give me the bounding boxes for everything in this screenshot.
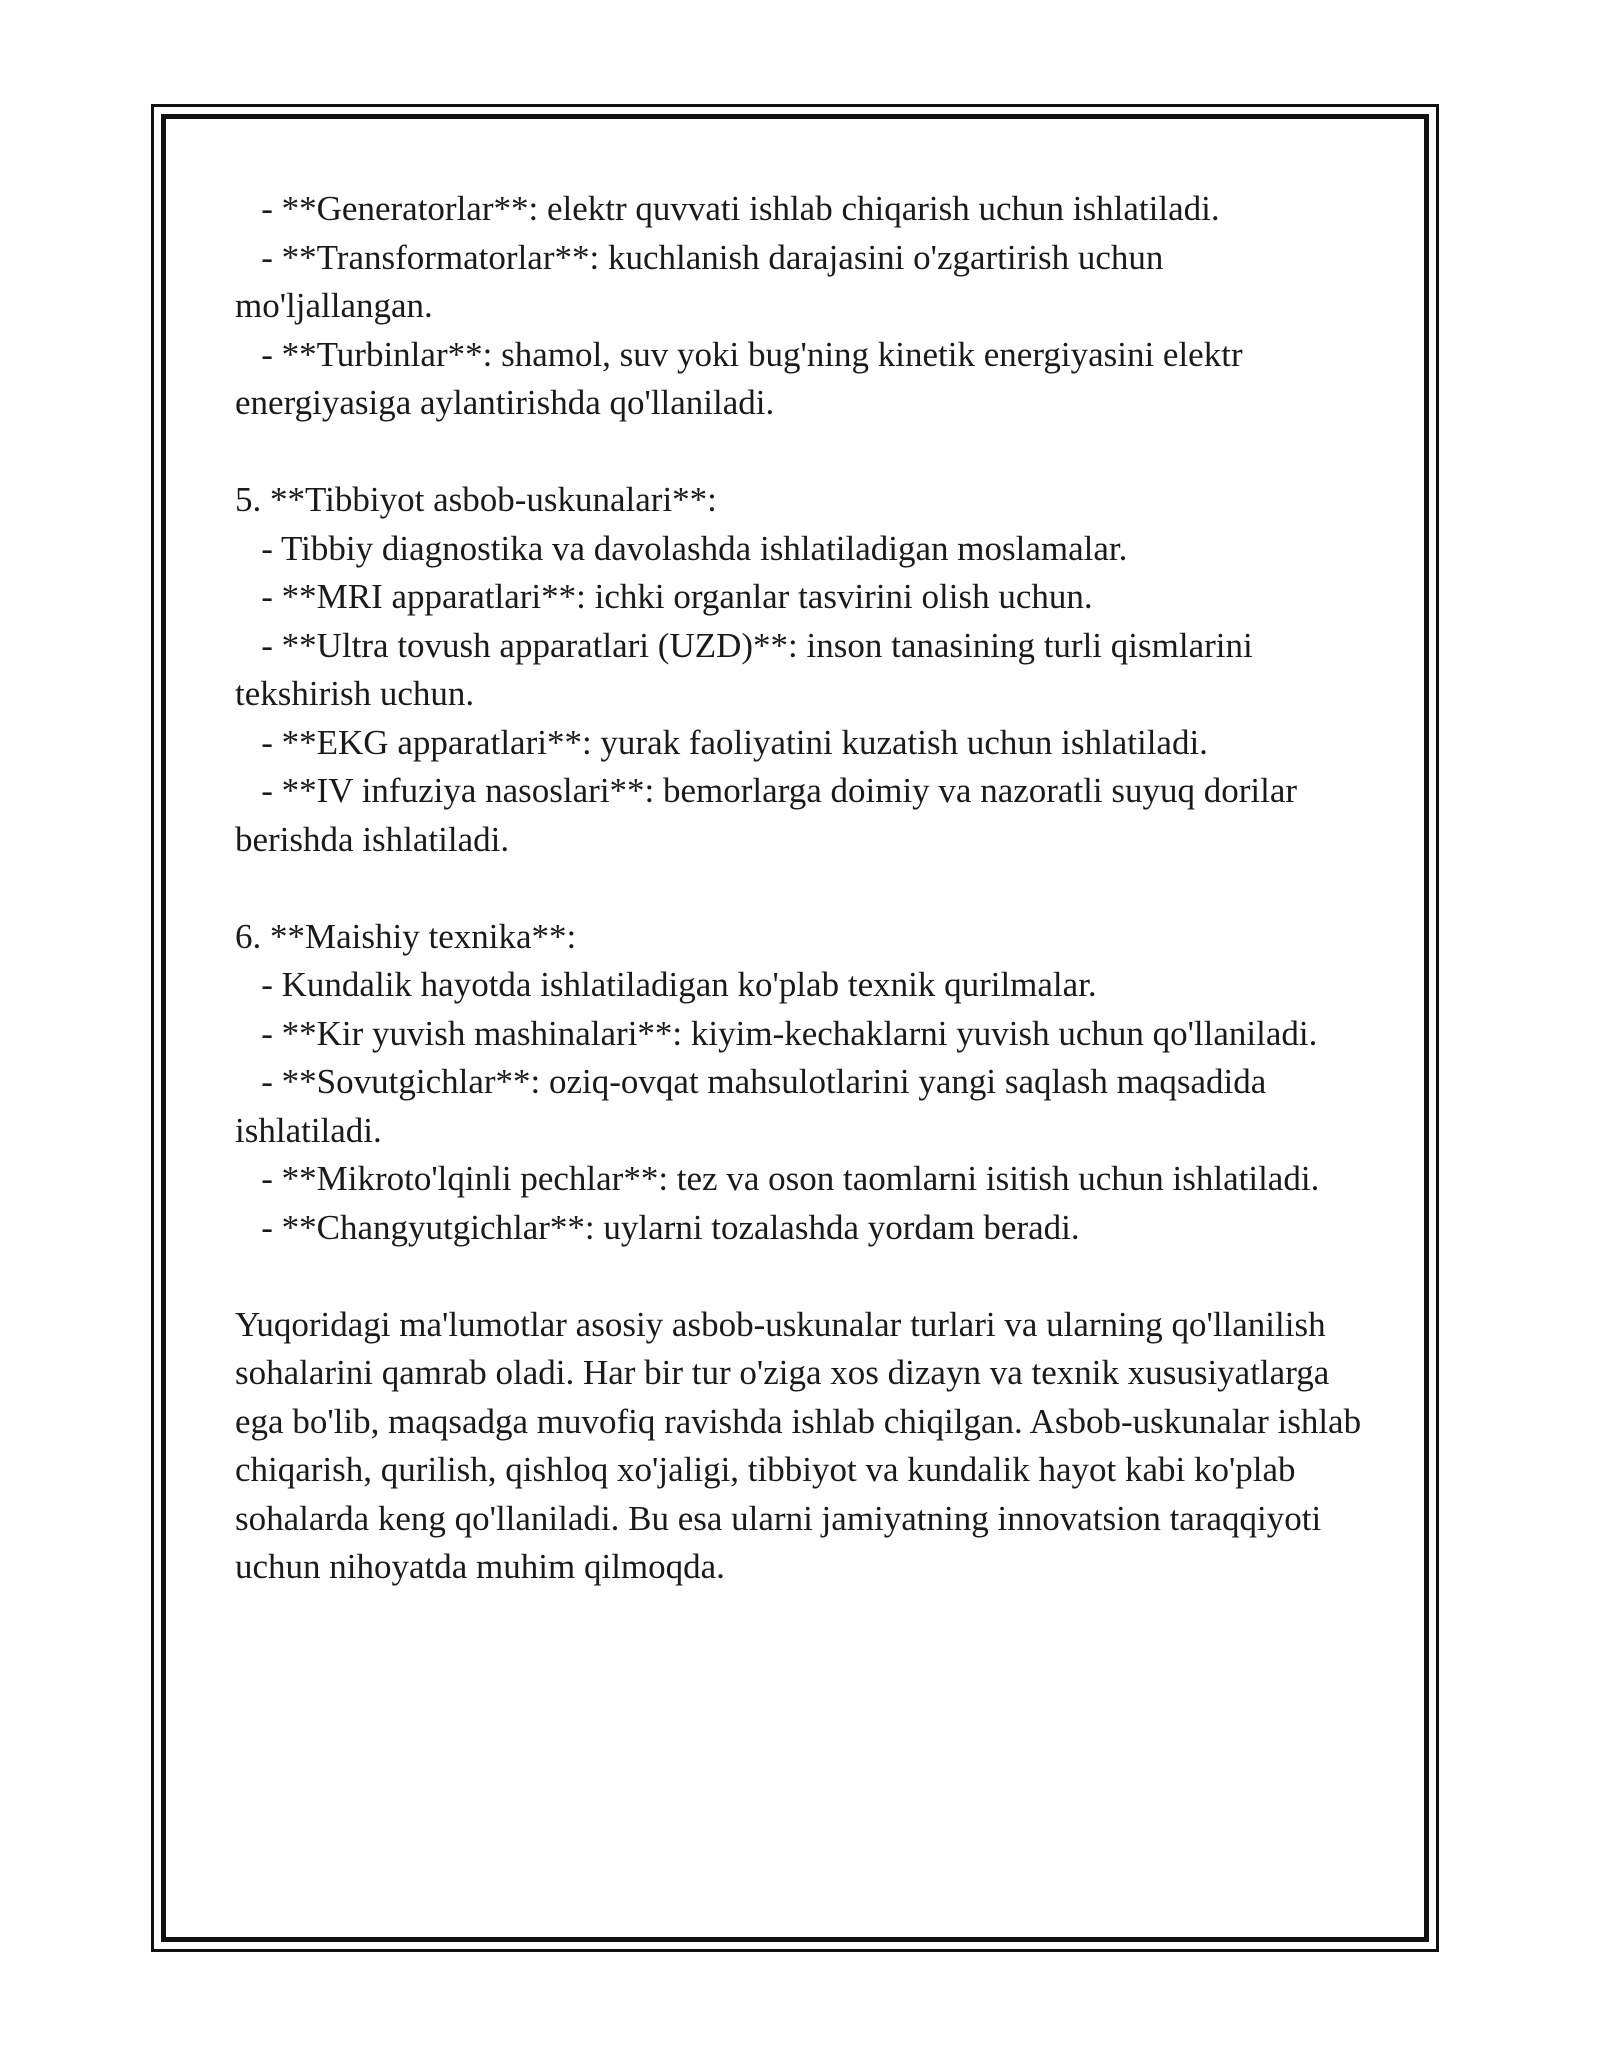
list-item-vacuum-cleaners: - **Changyutgichlar**: uylarni tozalashda yordam beradi. (235, 1207, 1080, 1247)
list-item-generators: - **Generatorlar**: elektr quvvati ishlab chiqarish uchun ishlatiladi. (235, 189, 1220, 228)
list-item-ekg: - **EKG apparatlari**: yurak faoliyatini kuzatish uchun ishlatiladi. (235, 722, 1208, 762)
list-item-refrigerators: - **Sovutgichlar**: oziq-ovqat mahsulotlarini yangi saqlash maqsadida ishlatiladi. (235, 1062, 1276, 1150)
list-item-iv-pumps: - **IV infuziya nasoslari**: bemorlarga doimiy va nazoratli suyuq dorilar berishda ishlatiladi. (235, 771, 1306, 859)
list-item-mri: - **MRI apparatlari**: ichki organlar tasvirini olish uchun. (235, 577, 1093, 616)
list-item-washing-machines: - **Kir yuvish mashinalari**: kiyim-kechaklarni yuvish uchun qo'llaniladi. (235, 1013, 1318, 1053)
list-item-turbines: - **Turbinlar**: shamol, suv yoki bug'ning kinetik energiyasini elektr energiyasiga aylantirishda qo'llaniladi. (235, 334, 1252, 422)
section-heading-medical: 5. **Tibbiyot asbob-uskunalari**: (235, 480, 717, 519)
paragraph-gap (235, 428, 1365, 477)
list-item-microwaves: - **Mikroto'lqinli pechlar**: tez va oson taomlarni isitish uchun ishlatiladi. (235, 1159, 1320, 1198)
list-item-ultrasound: - **Ultra tovush apparatlari (UZD)**: inson tanasining turli qismlarini tekshirish uchun. (235, 625, 1262, 713)
section-heading-household: 6. **Maishiy texnika**: (235, 916, 577, 956)
list-item-household-intro: - Kundalik hayotda ishlatiladigan ko'plab texnik qurilmalar. (235, 965, 1097, 1004)
document-body (235, 185, 1370, 1592)
list-item-medical-intro: - Tibbiy diagnostika va davolashda ishlatiladigan moslamalar. (235, 528, 1128, 568)
paragraph-gap (235, 1252, 1365, 1301)
paragraph-gap (235, 864, 1365, 913)
conclusion-paragraph: Yuqoridagi ma'lumotlar asosiy asbob-uskunalar turlari va ularning qo'llanilish sohalarini qamrab oladi. Har bir tur o'ziga xos dizayn va texnik xususiyatlarga ega bo'lib, maqsadga muvofiq ravishda ishlab chiqilgan. Asbob-uskunalar ishlab chiqarish, qurilish, qishloq xo'jaligi, tibbiyot va kundalik hayot kabi ko'plab sohalarda keng qo'llaniladi. Bu esa ularni jamiyatning innovatsion taraqqiyoti uchun nihoyatda muhim qilmoqda. (235, 1304, 1370, 1586)
list-item-transformers: - **Transformatorlar**: kuchlanish darajasini o'zgartirish uchun mo'ljallangan. (235, 237, 1173, 325)
